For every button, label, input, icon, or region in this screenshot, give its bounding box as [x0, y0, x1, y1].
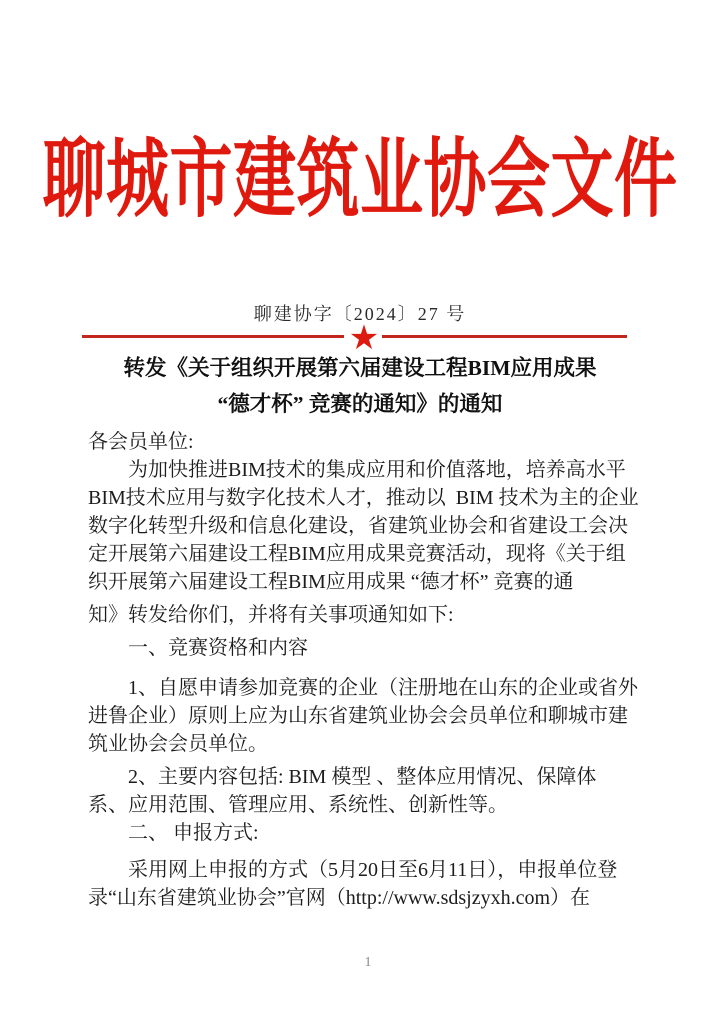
body-line: 2、主要内容包括: BIM 模型 、整体应用情况、保障体	[128, 766, 597, 788]
red-star-icon: ★	[348, 318, 380, 358]
body-line: 进鲁企业）原则上应为山东省建筑业协会会员单位和聊城市建	[88, 705, 628, 727]
body-line: 一、竞赛资格和内容	[128, 637, 308, 659]
body-line: 织开展第六届建设工程BIM应用成果 “德才杯” 竞赛的通	[88, 571, 574, 593]
subject-line-1: 转发《关于组织开展第六届建设工程BIM应用成果	[123, 356, 597, 380]
body-line: 数字化转型升级和信息化建设，省建筑业协会和省建设工会决	[88, 515, 628, 537]
body-line: 知》转发给你们，并将有关事项通知如下:	[88, 604, 454, 626]
body-line: 为加快推进BIM技术的集成应用和价值落地，培养高水平	[128, 459, 626, 481]
page-number: 1	[364, 955, 372, 970]
body-line: BIM技术应用与数字化技术人才，推动以 BIM 技术为主的企业	[88, 487, 639, 509]
body-line: 二、 申报方式:	[128, 822, 259, 844]
red-rule-right	[382, 335, 627, 338]
body-line: 系、应用范围、管理应用、系统性、创新性等。	[88, 794, 508, 816]
subject-line-2: “德才杯” 竞赛的通知》的通知	[217, 392, 503, 416]
document-reference-number: 聊建协字〔2024〕27 号	[253, 304, 467, 324]
notice-subject	[0, 350, 720, 422]
body-line: 筑业协会会员单位。	[88, 733, 268, 755]
body-line: 各会员单位:	[88, 431, 194, 453]
body-line: 采用网上申报的方式（5月20日至6月11日），申报单位登	[128, 859, 618, 881]
body-line: 录“山东省建筑业协会”官网（http://www.sdsjzyxh.com）在	[88, 887, 591, 909]
body-line: 1、自愿申请参加竞赛的企业（注册地在山东的企业或省外	[128, 677, 638, 699]
body-text	[88, 428, 644, 912]
red-rule-left	[82, 335, 344, 338]
letterhead-title: 聊城市建筑业协会文件	[42, 132, 678, 228]
body-line: 定开展第六届建设工程BIM应用成果竞赛活动，现将《关于组	[88, 543, 626, 565]
